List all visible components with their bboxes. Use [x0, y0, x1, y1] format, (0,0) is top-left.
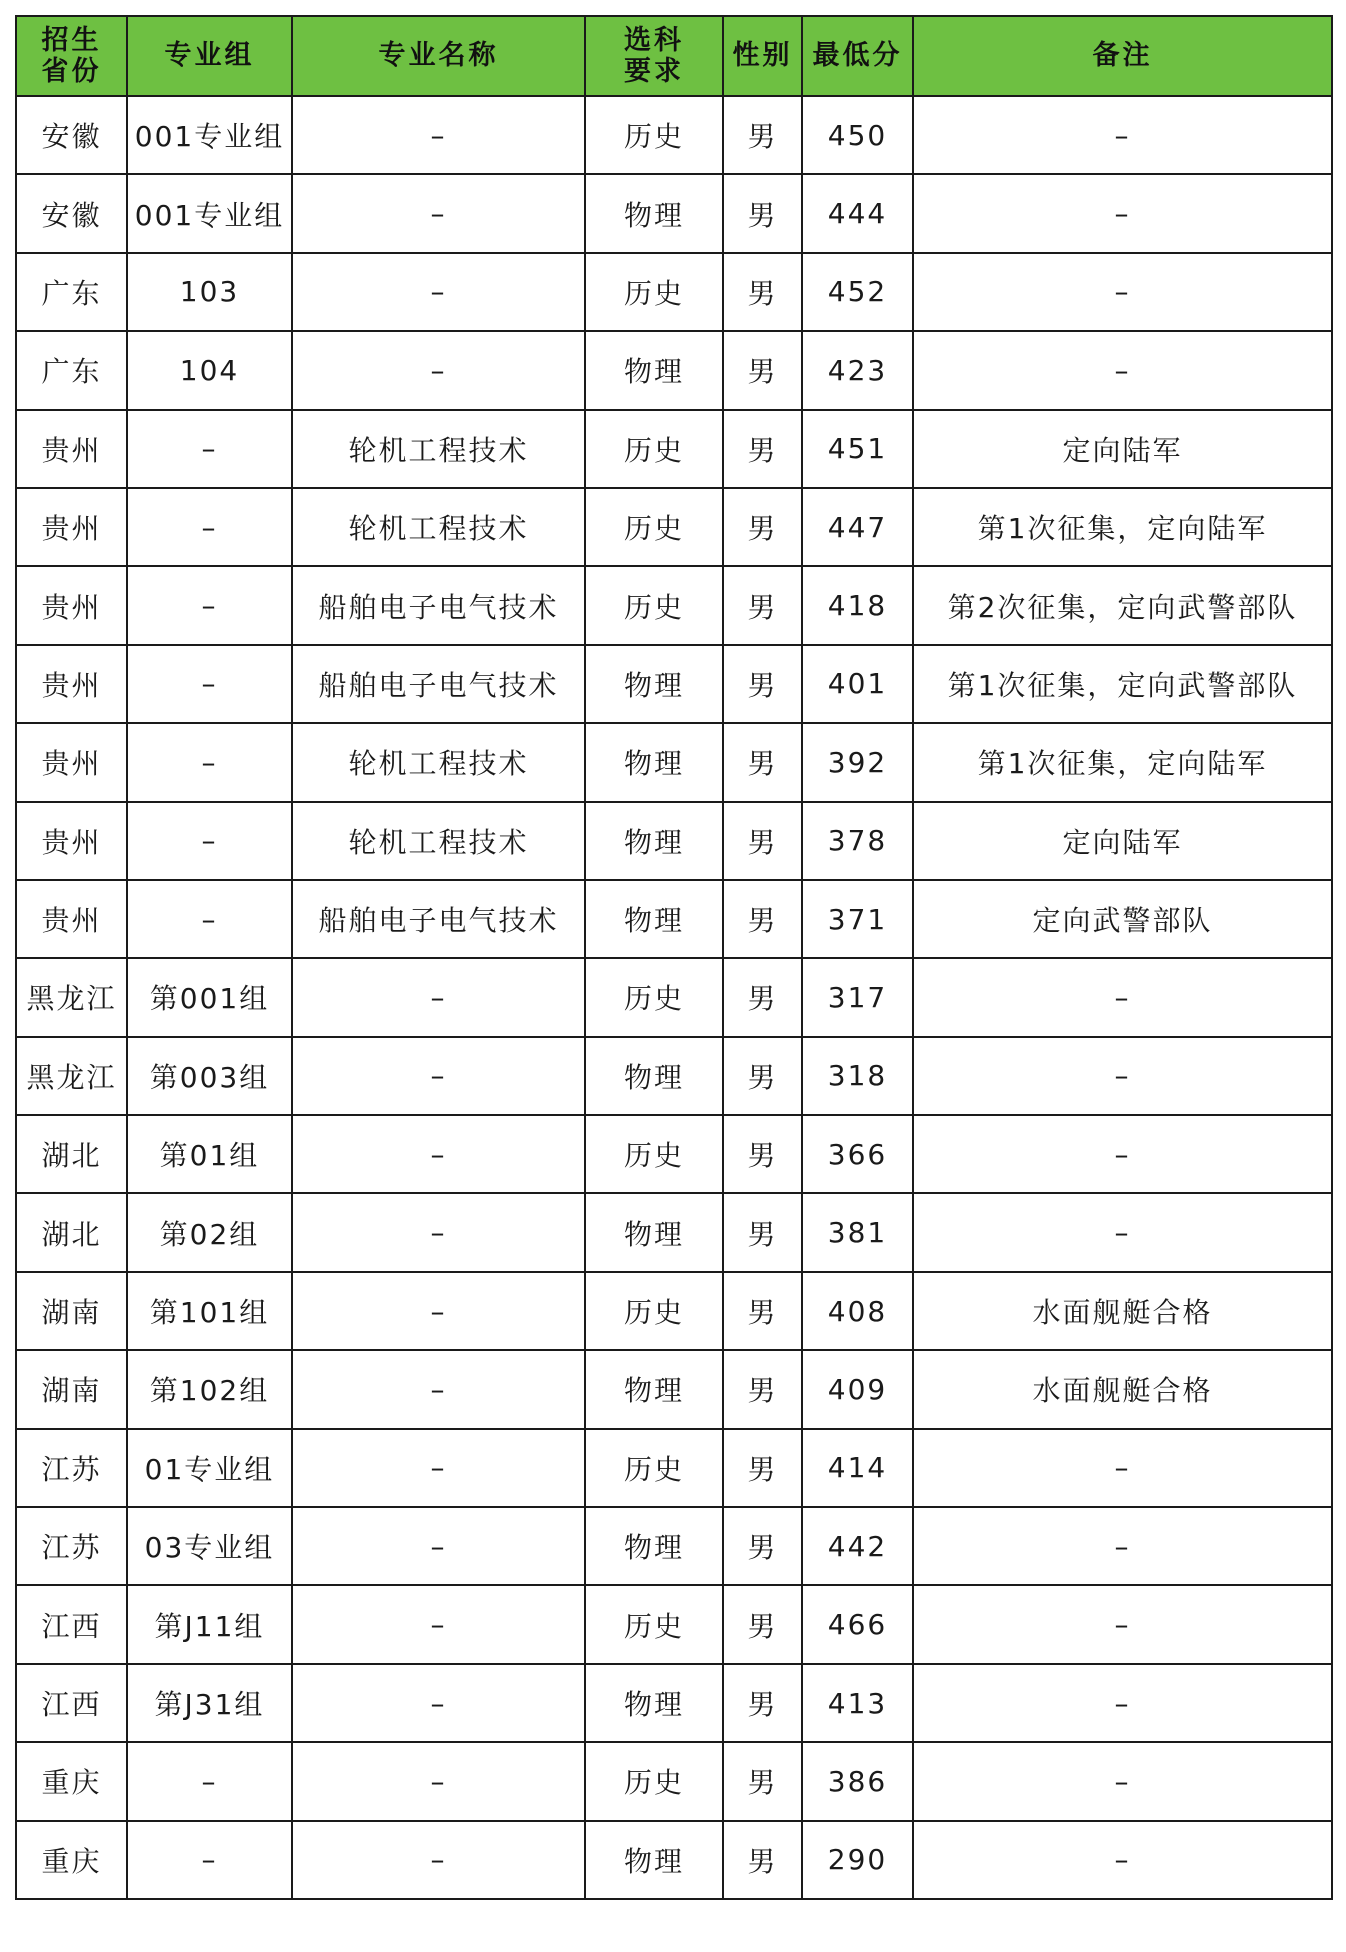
cell-remarks: – — [913, 958, 1332, 1036]
cell-min-score: 317 — [802, 958, 913, 1036]
table-header — [16, 16, 1332, 96]
cell-gender: 男 — [723, 253, 802, 331]
cell-major-name: 轮机工程技术 — [292, 802, 585, 880]
cell-major-name: – — [292, 1742, 585, 1820]
cell-subject: 历史 — [585, 1429, 723, 1507]
table-row — [16, 331, 1332, 409]
table-row — [16, 488, 1332, 566]
header-min-score-label: 最低分 — [812, 40, 903, 71]
table-row — [16, 1742, 1332, 1820]
cell-gender: 男 — [723, 1585, 802, 1663]
cell-province: 湖北 — [16, 1193, 127, 1271]
cell-major-name: – — [292, 1115, 585, 1193]
cell-min-score: 423 — [802, 331, 913, 409]
header-subject-line1: 选科 — [624, 24, 684, 56]
cell-major-group: – — [127, 410, 292, 488]
cell-subject: 物理 — [585, 1037, 723, 1115]
cell-remarks: 定向陆军 — [913, 802, 1332, 880]
header-subject-line2: 要求 — [624, 55, 684, 87]
table-row — [16, 1664, 1332, 1742]
cell-major-group: – — [127, 488, 292, 566]
cell-province: 江西 — [16, 1585, 127, 1663]
cell-remarks: 水面舰艇合格 — [913, 1272, 1332, 1350]
cell-major-name: 轮机工程技术 — [292, 723, 585, 801]
header-row — [16, 16, 1332, 96]
cell-min-score: 418 — [802, 566, 913, 644]
cell-major-name: – — [292, 1664, 585, 1742]
cell-gender: 男 — [723, 1429, 802, 1507]
cell-major-name: – — [292, 174, 585, 252]
cell-province: 重庆 — [16, 1742, 127, 1820]
cell-major-group: – — [127, 566, 292, 644]
cell-min-score: 413 — [802, 1664, 913, 1742]
cell-major-name: – — [292, 331, 585, 409]
cell-province: 贵州 — [16, 880, 127, 958]
cell-major-name: 轮机工程技术 — [292, 488, 585, 566]
cell-min-score: 447 — [802, 488, 913, 566]
cell-remarks: – — [913, 96, 1332, 174]
cell-remarks: 定向武警部队 — [913, 880, 1332, 958]
header-province-line1: 招生 — [41, 24, 102, 56]
table-row — [16, 96, 1332, 174]
cell-remarks: – — [913, 1507, 1332, 1585]
table-row — [16, 253, 1332, 331]
cell-major-name: – — [292, 1429, 585, 1507]
cell-gender: 男 — [723, 1115, 802, 1193]
cell-major-name: – — [292, 1585, 585, 1663]
table-body — [16, 96, 1332, 1899]
cell-min-score: 408 — [802, 1272, 913, 1350]
cell-remarks: – — [913, 1037, 1332, 1115]
cell-min-score: 381 — [802, 1193, 913, 1271]
cell-min-score: 378 — [802, 802, 913, 880]
header-remarks — [913, 16, 1332, 96]
table-row — [16, 1585, 1332, 1663]
cell-major-group: 第101组 — [127, 1272, 292, 1350]
cell-province: 安徽 — [16, 174, 127, 252]
cell-major-group: – — [127, 880, 292, 958]
table-row — [16, 1272, 1332, 1350]
cell-remarks: – — [913, 1115, 1332, 1193]
cell-province: 安徽 — [16, 96, 127, 174]
cell-major-name: – — [292, 1507, 585, 1585]
admission-score-table — [15, 15, 1333, 1900]
header-gender — [723, 16, 802, 96]
cell-major-group: – — [127, 1742, 292, 1820]
cell-remarks: – — [913, 174, 1332, 252]
cell-province: 广东 — [16, 331, 127, 409]
cell-major-group: 第J11组 — [127, 1585, 292, 1663]
cell-province: 贵州 — [16, 802, 127, 880]
cell-major-group: 03专业组 — [127, 1507, 292, 1585]
cell-remarks: 第1次征集，定向武警部队 — [913, 645, 1332, 723]
cell-subject: 历史 — [585, 488, 723, 566]
cell-min-score: 392 — [802, 723, 913, 801]
cell-gender: 男 — [723, 1037, 802, 1115]
cell-province: 贵州 — [16, 723, 127, 801]
cell-province: 贵州 — [16, 645, 127, 723]
cell-gender: 男 — [723, 1507, 802, 1585]
cell-province: 江苏 — [16, 1429, 127, 1507]
header-gender-label: 性别 — [732, 40, 793, 71]
table-row — [16, 410, 1332, 488]
cell-remarks: – — [913, 1429, 1332, 1507]
cell-subject: 历史 — [585, 1272, 723, 1350]
cell-gender: 男 — [723, 174, 802, 252]
cell-gender: 男 — [723, 645, 802, 723]
cell-major-group: – — [127, 1821, 292, 1899]
cell-province: 贵州 — [16, 410, 127, 488]
cell-remarks: 第1次征集，定向陆军 — [913, 723, 1332, 801]
cell-subject: 物理 — [585, 880, 723, 958]
cell-subject: 历史 — [585, 96, 723, 174]
cell-major-group: 第J31组 — [127, 1664, 292, 1742]
header-major-group — [127, 16, 292, 96]
cell-province: 黑龙江 — [16, 1037, 127, 1115]
header-province-line2: 省份 — [41, 55, 102, 87]
cell-major-group: – — [127, 645, 292, 723]
cell-gender: 男 — [723, 331, 802, 409]
cell-min-score: 409 — [802, 1350, 913, 1428]
cell-subject: 物理 — [585, 174, 723, 252]
cell-min-score: 386 — [802, 1742, 913, 1820]
cell-remarks: – — [913, 331, 1332, 409]
cell-gender: 男 — [723, 723, 802, 801]
header-major-name — [292, 16, 585, 96]
cell-min-score: 450 — [802, 96, 913, 174]
cell-subject: 历史 — [585, 410, 723, 488]
cell-subject: 物理 — [585, 1664, 723, 1742]
cell-gender: 男 — [723, 1193, 802, 1271]
table-row — [16, 1507, 1332, 1585]
cell-gender: 男 — [723, 566, 802, 644]
cell-gender: 男 — [723, 880, 802, 958]
table-row — [16, 566, 1332, 644]
cell-gender: 男 — [723, 1742, 802, 1820]
cell-province: 湖北 — [16, 1115, 127, 1193]
cell-major-group: 第01组 — [127, 1115, 292, 1193]
cell-province: 江苏 — [16, 1507, 127, 1585]
cell-min-score: 442 — [802, 1507, 913, 1585]
cell-province: 重庆 — [16, 1821, 127, 1899]
table-row — [16, 174, 1332, 252]
cell-gender: 男 — [723, 1821, 802, 1899]
table-row — [16, 1115, 1332, 1193]
cell-major-name: 船舶电子电气技术 — [292, 880, 585, 958]
cell-subject: 历史 — [585, 1742, 723, 1820]
cell-subject: 物理 — [585, 723, 723, 801]
cell-major-group: 104 — [127, 331, 292, 409]
cell-remarks: 第1次征集，定向陆军 — [913, 488, 1332, 566]
cell-major-group: – — [127, 723, 292, 801]
table-row — [16, 802, 1332, 880]
cell-major-group: – — [127, 802, 292, 880]
cell-min-score: 414 — [802, 1429, 913, 1507]
cell-major-group: 001专业组 — [127, 96, 292, 174]
cell-gender: 男 — [723, 96, 802, 174]
cell-major-name: – — [292, 96, 585, 174]
cell-major-name: – — [292, 1350, 585, 1428]
cell-min-score: 401 — [802, 645, 913, 723]
cell-min-score: 451 — [802, 410, 913, 488]
cell-major-name: – — [292, 1272, 585, 1350]
cell-province: 黑龙江 — [16, 958, 127, 1036]
cell-major-group: 第102组 — [127, 1350, 292, 1428]
cell-province: 贵州 — [16, 566, 127, 644]
cell-remarks: – — [913, 1193, 1332, 1271]
header-subject-requirement — [585, 16, 723, 96]
cell-gender: 男 — [723, 1272, 802, 1350]
cell-major-group: 第02组 — [127, 1193, 292, 1271]
cell-province: 广东 — [16, 253, 127, 331]
cell-remarks: – — [913, 1821, 1332, 1899]
table-row — [16, 1429, 1332, 1507]
header-min-score — [802, 16, 913, 96]
header-remarks-label: 备注 — [1092, 40, 1153, 71]
cell-remarks: 第2次征集，定向武警部队 — [913, 566, 1332, 644]
cell-remarks: 定向陆军 — [913, 410, 1332, 488]
cell-province: 湖南 — [16, 1272, 127, 1350]
cell-major-group: 103 — [127, 253, 292, 331]
cell-gender: 男 — [723, 802, 802, 880]
cell-subject: 物理 — [585, 802, 723, 880]
cell-subject: 历史 — [585, 1115, 723, 1193]
cell-remarks: – — [913, 1585, 1332, 1663]
cell-gender: 男 — [723, 410, 802, 488]
table-row — [16, 958, 1332, 1036]
cell-major-name: 船舶电子电气技术 — [292, 566, 585, 644]
cell-major-name: 船舶电子电气技术 — [292, 645, 585, 723]
header-major-group-label: 专业组 — [164, 40, 255, 71]
cell-min-score: 371 — [802, 880, 913, 958]
cell-major-name: – — [292, 1193, 585, 1271]
cell-major-name: – — [292, 958, 585, 1036]
cell-gender: 男 — [723, 1350, 802, 1428]
cell-remarks: – — [913, 253, 1332, 331]
cell-remarks: – — [913, 1664, 1332, 1742]
cell-subject: 物理 — [585, 645, 723, 723]
admission-score-table-container — [15, 15, 1333, 1900]
table-row — [16, 645, 1332, 723]
cell-min-score: 444 — [802, 174, 913, 252]
cell-province: 江西 — [16, 1664, 127, 1742]
cell-subject: 物理 — [585, 331, 723, 409]
cell-province: 贵州 — [16, 488, 127, 566]
cell-subject: 历史 — [585, 253, 723, 331]
cell-subject: 物理 — [585, 1193, 723, 1271]
header-major-name-label: 专业名称 — [378, 40, 499, 71]
cell-remarks: – — [913, 1742, 1332, 1820]
cell-major-name: – — [292, 1821, 585, 1899]
cell-major-group: 01专业组 — [127, 1429, 292, 1507]
cell-min-score: 466 — [802, 1585, 913, 1663]
cell-province: 湖南 — [16, 1350, 127, 1428]
cell-subject: 物理 — [585, 1821, 723, 1899]
table-row — [16, 880, 1332, 958]
table-row — [16, 1821, 1332, 1899]
header-province — [16, 16, 127, 96]
cell-major-name: – — [292, 1037, 585, 1115]
cell-gender: 男 — [723, 488, 802, 566]
table-row — [16, 1350, 1332, 1428]
cell-gender: 男 — [723, 1664, 802, 1742]
cell-subject: 历史 — [585, 1585, 723, 1663]
cell-major-name: 轮机工程技术 — [292, 410, 585, 488]
cell-min-score: 290 — [802, 1821, 913, 1899]
cell-subject: 物理 — [585, 1350, 723, 1428]
table-row — [16, 1193, 1332, 1271]
cell-subject: 历史 — [585, 958, 723, 1036]
cell-major-group: 第001组 — [127, 958, 292, 1036]
cell-major-name: – — [292, 253, 585, 331]
cell-min-score: 318 — [802, 1037, 913, 1115]
cell-subject: 历史 — [585, 566, 723, 644]
cell-subject: 物理 — [585, 1507, 723, 1585]
cell-gender: 男 — [723, 958, 802, 1036]
cell-major-group: 001专业组 — [127, 174, 292, 252]
cell-remarks: 水面舰艇合格 — [913, 1350, 1332, 1428]
cell-min-score: 452 — [802, 253, 913, 331]
cell-major-group: 第003组 — [127, 1037, 292, 1115]
table-row — [16, 723, 1332, 801]
cell-min-score: 366 — [802, 1115, 913, 1193]
table-row — [16, 1037, 1332, 1115]
